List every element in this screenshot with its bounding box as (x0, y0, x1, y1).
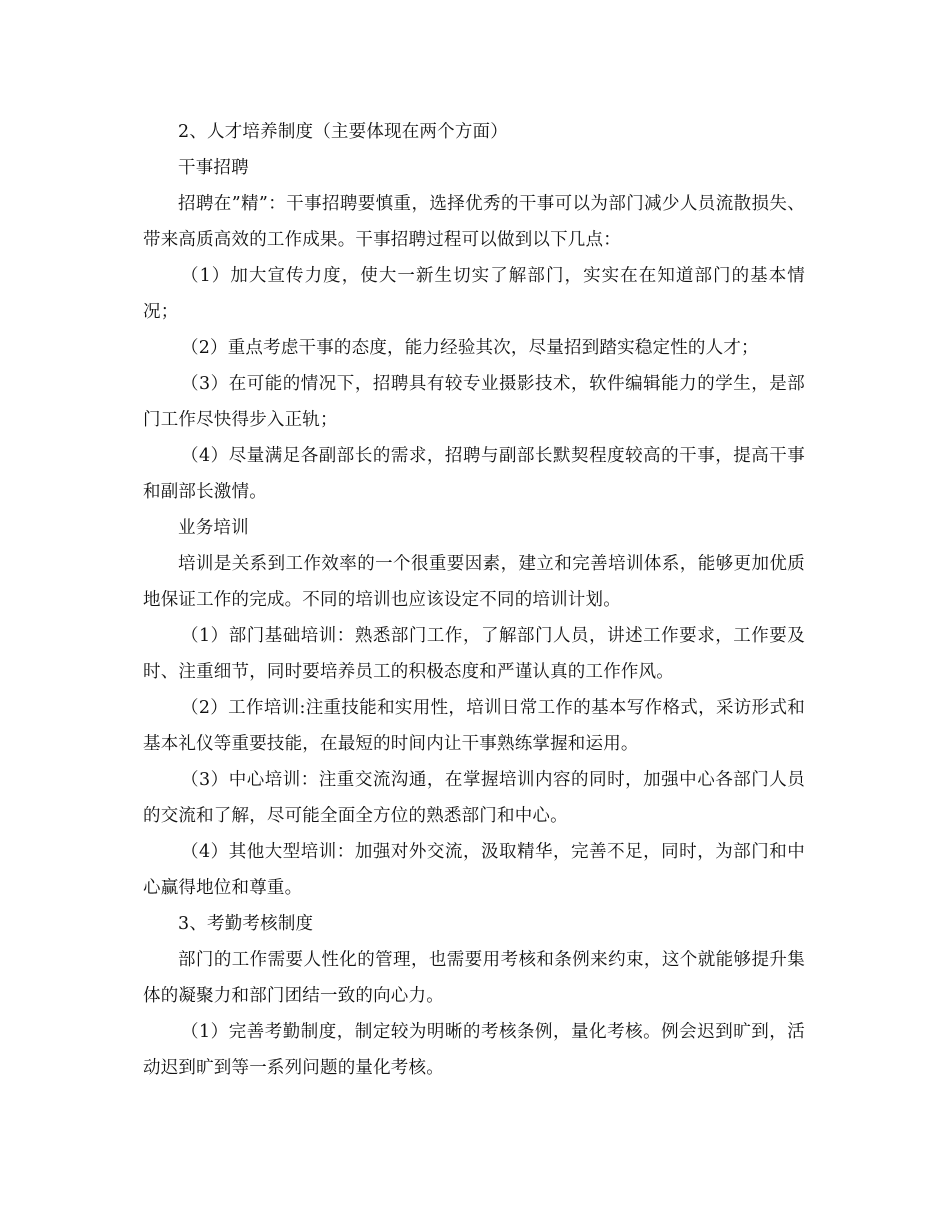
list-item-recruitment-1: （1）加大宣传力度，使大一新生切实了解部门，实实在在知道部门的基本情况； (143, 266, 805, 322)
list-item-recruitment-4: （4）尽量满足各副部长的需求，招聘与副部长默契程度较高的干事，提高干事和副部长激情。 (143, 446, 805, 502)
subheading-training: 业务培训 (178, 518, 249, 538)
section-heading-talent-training: 2、人才培养制度（主要体现在两个方面） (178, 122, 508, 142)
paragraph-attendance-intro: 部门的工作需要人性化的管理，也需要用考核和条例来约束，这个就能够提升集体的凝聚力和部门团结一致的向心力。 (143, 950, 805, 1006)
list-item-attendance-1: （1）完善考勤制度，制定较为明晰的考核条例，量化考核。例会迟到旷到，活动迟到旷到等一系列问题的量化考核。 (143, 1022, 805, 1078)
list-item-training-3: （3）中心培训：注重交流沟通，在掌握培训内容的同时，加强中心各部门人员的交流和了解，尽可能全面全方位的熟悉部门和中心。 (143, 770, 805, 826)
document-body (143, 114, 805, 1086)
list-item-training-2: （2）工作培训:注重技能和实用性，培训日常工作的基本写作格式，采访形式和基本礼仪等重要技能，在最短的时间内让干事熟练掌握和运用。 (143, 698, 805, 754)
subheading-recruitment: 干事招聘 (178, 158, 249, 178)
list-item-recruitment-3: （3）在可能的情况下，招聘具有较专业摄影技术，软件编辑能力的学生，是部门工作尽快得步入正轨； (143, 374, 805, 430)
list-item-training-4: （4）其他大型培训：加强对外交流，汲取精华，完善不足，同时，为部门和中心赢得地位和尊重。 (143, 842, 805, 898)
list-item-training-1: （1）部门基础培训：熟悉部门工作，了解部门人员，讲述工作要求，工作要及时、注重细节，同时要培养员工的积极态度和严谨认真的工作作风。 (143, 626, 805, 682)
paragraph-training-intro: 培训是关系到工作效率的一个很重要因素，建立和完善培训体系，能够更加优质地保证工作的完成。不同的培训也应该设定不同的培训计划。 (143, 554, 805, 610)
list-item-recruitment-2: （2）重点考虑干事的态度，能力经验其次，尽量招到踏实稳定性的人才； (181, 338, 759, 358)
paragraph-recruitment-intro: 招聘在”精”：干事招聘要慎重，选择优秀的干事可以为部门减少人员流散损失、带来高质高效的工作成果。干事招聘过程可以做到以下几点： (143, 194, 805, 250)
section-heading-attendance: 3、考勤考核制度 (178, 914, 314, 934)
